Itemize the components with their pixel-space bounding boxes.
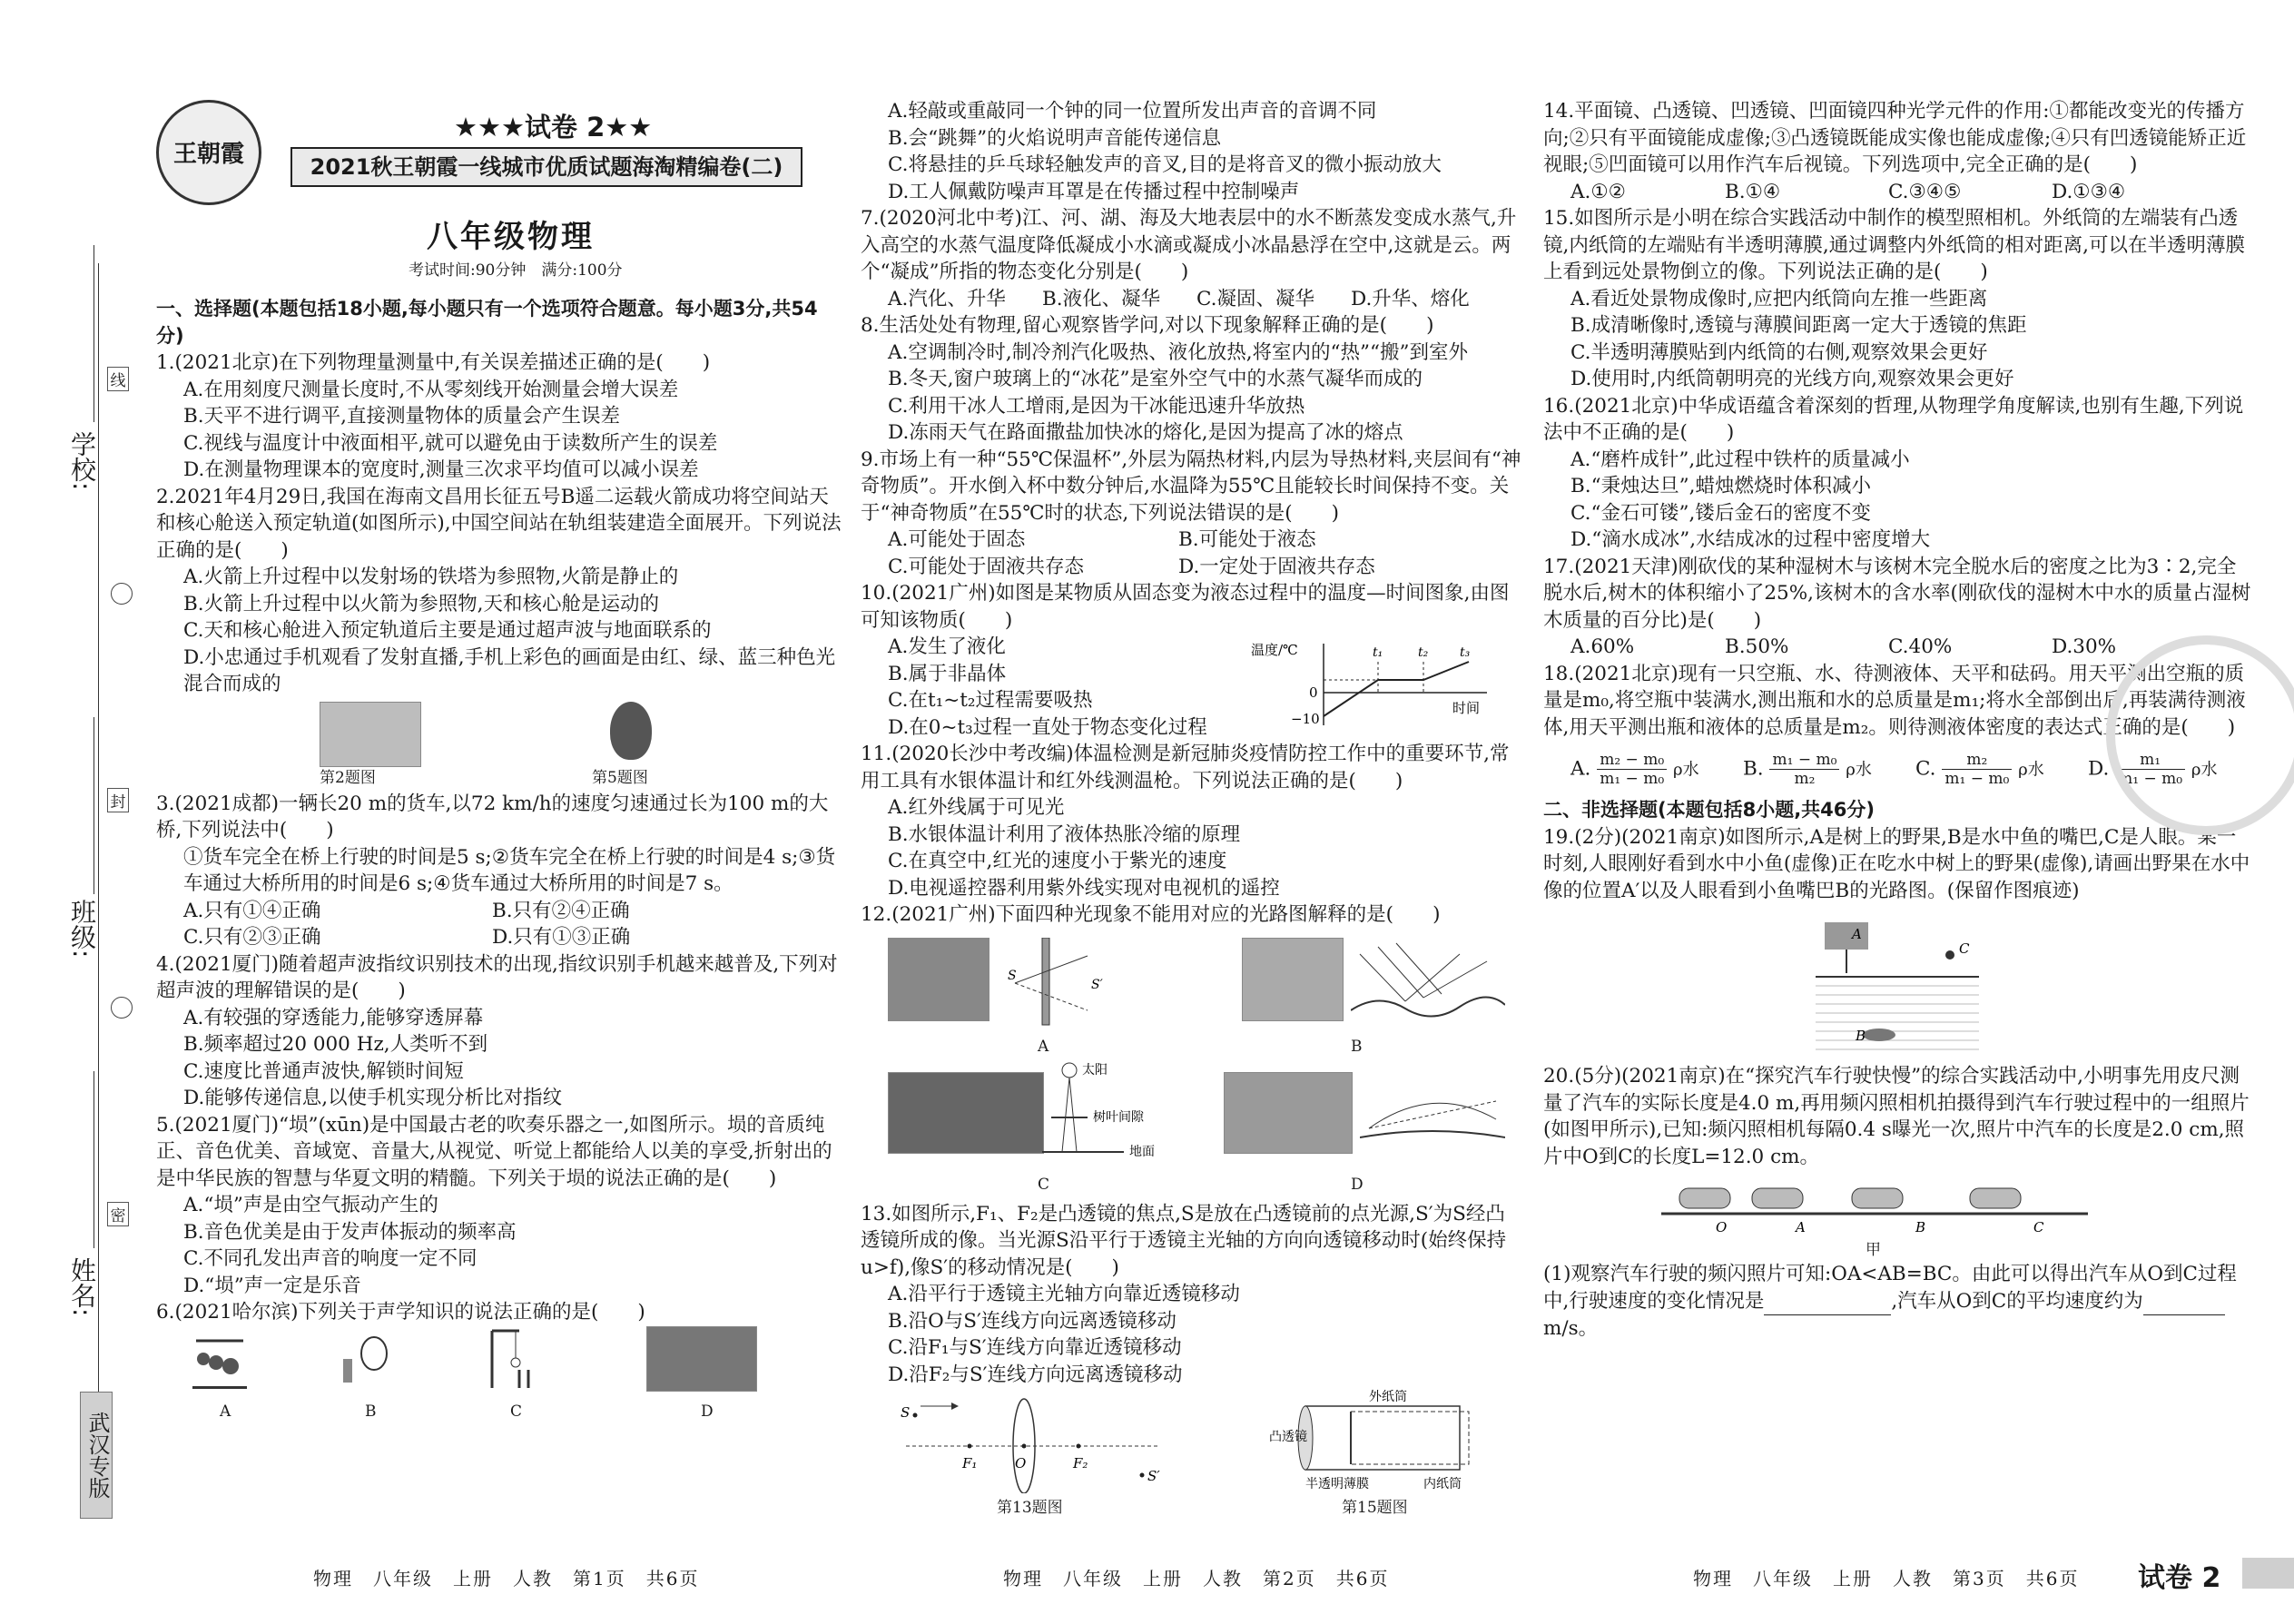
option-row [861,554,1523,581]
column-2 [861,98,1523,1515]
figure-caption: 第13题图 [997,1499,1063,1517]
section-heading: 二、非选择题(本题包括8小题,共46分) [1543,799,1876,821]
figure-caption: 第2题图 [320,768,376,787]
mirage-ray-diagram [1360,1074,1505,1147]
graph-minus10: −10 [1291,711,1320,727]
glass-building-photo [1242,938,1344,1021]
option[interactable]: C.天和核心舱进入预定轨道后主要是通过超声波与地面联系的 [183,619,712,642]
class-label: 班级: [67,899,97,959]
lens-label-s-prime: S′ [1147,1468,1160,1484]
option[interactable]: D.沿F₂与S′连线方向远离透镜移动 [888,1363,1183,1386]
option[interactable]: B.液化、凝华 [1042,287,1161,310]
fig-label-b: B [1856,1028,1866,1044]
option[interactable]: B.沿O与S′连线方向远离透镜移动 [888,1309,1177,1333]
lens-label-s: S [901,1404,911,1421]
option[interactable]: A.看近处景物成像时,应把内纸筒向左推一些距离 [1570,287,1988,310]
lens-label-f2: F₂ [1073,1455,1088,1471]
page-footer: 物理 八年级 上册 人教 第1页 共6页 [313,1568,700,1590]
question-stem: 20.(5分)(2021南京)在“探究汽车行驶快慢”的综合实践活动中,小明事先用皮尺测量了汽车的实际长度是4.0 m,再用频闪照相机拍摄得到汽车行驶过程中的一组照片(如图甲所示),已知:频闪照相机每隔0.4 s曝光一次,照片中汽车的长度是2.0 cm,照片中O到C的长度L=12.0 cm。 [1543,1065,2250,1168]
question-stem: 3.(2021成都)一辆长20 m的货车,以72 km/h的速度匀速通过长为100 m的大桥,下列说法中( ) [156,792,829,842]
worker-earmuff-photo [646,1326,757,1392]
sun-label: 太阳 [1082,1062,1108,1078]
option[interactable]: C.半透明薄膜贴到内纸筒的右侧,观察效果会更好 [1570,340,1988,364]
figure-label: D [701,1402,714,1421]
question-stem: 5.(2021厦门)“埙”(xūn)是中国最古老的吹奏乐器之一,如图所示。埙的音质纯正、音色优美、音域宽、音量大,从视觉、听觉上都能给人以美的享受,折射出的是中华民族的智慧与华夏文明的精髓。下列关于埙的说法正确的是( ) [156,1113,832,1190]
tuning-fork-figure [483,1326,537,1390]
binding-hole [111,583,133,605]
option[interactable]: B.音色优美是由于发声体振动的频率高 [183,1220,517,1244]
option[interactable]: A.①② [1570,180,1626,203]
fig-label-a: A [1852,926,1862,942]
option[interactable]: C.可能处于固液共存态 [888,555,1085,578]
binding-sidebar [0,0,126,1624]
option[interactable]: B.可能处于液态 [1178,528,1316,551]
graph-t1: t₁ [1373,645,1383,660]
option[interactable]: B.属于非晶体 [888,662,1007,685]
option[interactable]: A.沿平行于透镜主光轴方向靠近透镜移动 [888,1283,1240,1305]
q10-block [861,580,1523,741]
seal-mark-secret: 密 [107,1202,129,1226]
option[interactable]: A.红外线属于可见光 [888,796,1065,819]
option[interactable]: A.火箭上升过程中以发射场的铁塔为参照物,火箭是静止的 [183,566,679,588]
question-stem: 15.如图所示是小明在综合实践活动中制作的模型照相机。外纸筒的左端装有凸透镜,内纸筒的左端贴有半透明薄膜,通过调整内外纸筒的相对距离,可以在半透明薄膜上看到远处景物倒立的像。下列说法正确的是( ) [1543,207,2246,283]
lens-label-o: O [1015,1455,1027,1471]
strobe-photo-diagram [1661,1176,2088,1234]
mirror-reflection-photo [888,938,989,1021]
convex-lens-diagram [897,1393,1169,1493]
option[interactable]: B.成清晰像时,透镜与薄膜间距离一定大于透镜的焦距 [1570,314,2027,337]
edition-badge: 武汉专版 [80,1392,113,1519]
option[interactable]: B.天平不进行调平,直接测量物体的质量会产生误差 [183,405,620,428]
option[interactable]: A. $\frac{\text{m₂ − m₀}}{\text{m₁ − m₀}}$ ρ水 [1570,750,1699,788]
option[interactable]: A.“磨杵成针”,此过程中铁杵的质量减小 [1570,448,1910,471]
option[interactable]: D.一定处于固液共存态 [1178,555,1375,578]
rocket-launch-photo [320,702,421,767]
question-stem: 4.(2021厦门)随着超声波指纹识别技术的出现,指纹识别手机越来越普及,下列对超声波的理解错误的是( ) [156,952,838,1002]
model-camera-diagram [1269,1388,1505,1501]
option[interactable]: D.“埙”声一定是乐音 [183,1274,361,1297]
camera-label-inner: 内纸筒 [1423,1477,1462,1491]
option[interactable]: D.在0~t₃过程一直处于物态变化过程 [888,715,1207,739]
graph-t2: t₂ [1418,645,1429,660]
figure-label: A [1038,1037,1049,1056]
figure-label: D [1351,1175,1364,1194]
question-stem: 6.(2021哈尔滨)下列关于声学知识的说法正确的是( ) [156,1301,645,1324]
question-stem: 7.(2020河北中考)江、河、湖、海及大地表层中的水不断蒸发变成水蒸气,升入高空的水蒸气温度降低凝成小水滴或凝成小冰晶悬浮在空中,这就是云。两个“凝成”所指的物态变化分别是( ) [861,207,1517,283]
option[interactable]: C.速度比普通声波快,解锁时间短 [183,1059,464,1083]
option[interactable]: D.工人佩戴防噪声耳罩是在传播过程中控制噪声 [888,180,1300,203]
answer-blank[interactable] [2143,1288,2225,1316]
question-subpart: (1)观察汽车行驶的频闪照片可知:OA<AB=BC。由此可以得出汽车从O到C过程中,行驶速度的变化情况是 ,汽车从O到C的平均速度约为 m/s。 [1543,1263,2237,1340]
exam-info: 考试时间:90分钟 满分:100分 [409,261,623,280]
question-stem: 16.(2021北京)中华成语蕴含着深刻的哲理,从物理学角度解读,也别有生趣,下列说法中不正确的是( ) [1543,394,2244,444]
question-body: ①货车完全在桥上行驶的时间是5 s;②货车完全在桥上行驶的时间是4 s;③货车通过大桥所用的时间是6 s;④货车通过大桥所用的时间是7 s。 [183,845,836,895]
question-stem: 9.市场上有一种“55℃保温杯”,外层为隔热材料,内层为导热材料,夹层间有“神奇物质”。开水倒入杯中数分钟后,水温降为55℃且能较长时间保持不变。关于“神奇物质”在55℃时的状态,下列说法错误的是( ) [861,448,1521,525]
mirror-ray-diagram [997,938,1133,1029]
question-stem: 13.如图所示,F₁、F₂是凸透镜的焦点,S是放在凸透镜前的点光源,S′为S经凸透镜所成的像。当光源S沿平行于透镜主光轴的方向向透镜移动时(始终保持u>f),像S′的移动情况是( ) [861,1202,1507,1279]
option[interactable]: D.升华、熔化 [1351,287,1470,310]
option[interactable]: D. $\frac{\text{m₁}}{\text{m₁ − m₀}}$ ρ水 [2088,750,2218,788]
gap-label: 树叶间隙 [1093,1109,1144,1125]
figure-label: B [365,1402,377,1421]
diagram-label-s: S [1008,968,1017,983]
mirage-city-photo [1224,1072,1353,1154]
ground-label: 地面 [1129,1144,1155,1159]
option[interactable]: B. $\frac{\text{m₁ − m₀}}{\text{m₂}}$ ρ水 [1743,750,1872,788]
answer-blank[interactable] [1764,1288,1891,1316]
figure-label: C [1038,1175,1050,1194]
question-stem: 2.2021年4月29日,我国在海南文昌用长征五号B遥二运载火箭成功将空间站天和核心舱送入预定轨道(如图所示),中国空间站在轨组装建造全面展开。下列说法正确的是( ) [156,485,842,562]
option[interactable]: A.“埙”声是由空气振动产生的 [183,1194,438,1216]
question-stem: 1.(2021北京)在下列物理量测量中,有关误差描述正确的是( ) [156,351,711,374]
point-o: O [1716,1219,1728,1234]
name-label: 姓名: [67,1257,97,1317]
option[interactable]: B.只有②④正确 [492,899,630,922]
corner-stripe [2242,1558,2294,1589]
question-stem: 14.平面镜、凸透镜、凹透镜、凹面镜四种光学元件的作用:①都能改变光的传播方向;②只有平面镜能成虚像;③凸透镜既能成实像也能成虚像;④只有凹透镜能矫正近视眼;⑤凹面镜可以用作汽车后视镜。下列选项中,完全正确的是( ) [1543,100,2247,176]
option[interactable]: C.利用干冰人工增雨,是因为干冰能迅速升华放热 [888,394,1305,418]
seal-mark-line: 线 [107,367,129,391]
option[interactable]: C.40% [1888,635,1953,658]
option[interactable]: D.30% [2052,635,2117,658]
camera-label-film: 半透明薄膜 [1305,1477,1369,1491]
option[interactable]: C. $\frac{\text{m₂}}{\text{m₁ − m₀}}$ ρ水 [1915,750,2044,788]
camera-label-outer: 外纸筒 [1369,1390,1407,1404]
option[interactable]: A.轻敲或重敲同一个钟的同一位置所发出声音的音调不同 [888,100,1377,123]
q20-figure [1543,1170,2251,1261]
question-stem: 18.(2021北京)现有一只空瓶、水、待测液体、天平和砝码。用天平测出空瓶的质量是m₀,将空瓶中装满水,测出瓶和水的总质量是m₁;将水全部倒出后,再装满待测液体,用天平测出瓶和液体的总质量是m₂。则待测液体密度的表达式正确的是( ) [1543,662,2246,739]
binding-hole [111,997,133,1019]
flame-speaker-figure [338,1332,392,1386]
lens-label-f1: F₁ [962,1455,978,1471]
option[interactable]: A.在用刻度尺测量长度时,不从零刻线开始测量会增大误差 [183,378,679,401]
option[interactable]: C.“金石可镂”,镂后金石的密度不变 [1570,501,1871,525]
figure-caption: 第5题图 [592,768,648,787]
figure-caption: 第15题图 [1342,1499,1408,1517]
point-c: C [2033,1219,2044,1234]
xun-instrument-photo [610,702,652,760]
option-row [156,924,844,951]
option[interactable]: D.使用时,内纸筒朝明亮的光线方向,观察效果会更好 [1570,368,2014,390]
publisher-logo: 王朝霞 [156,100,261,205]
option-row [1543,179,2251,206]
page-footer: 物理 八年级 上册 人教 第2页 共6页 [1003,1568,1390,1590]
option[interactable]: C.将悬挂的乒乓球轻触发声的音叉,目的是将音叉的微小振动放大 [888,153,1442,176]
option[interactable]: C.凝固、凝华 [1196,287,1315,310]
question-stem: 8.生活处处有物理,留心观察皆学问,对以下现象解释正确的是( ) [861,314,1434,337]
chime-bells-figure [192,1332,247,1389]
seal-mark-seal: 封 [107,788,129,812]
option[interactable]: C.在t₁~t₂过程需要吸热 [888,689,1093,712]
option[interactable]: B.①④ [1725,180,1781,203]
option-row [861,286,1523,313]
subject-title: 八年级物理 [427,219,595,255]
column-1 [156,296,844,1424]
graph-t3: t₃ [1460,645,1471,660]
option-row [861,527,1523,554]
figure-label: B [1351,1037,1363,1056]
option[interactable]: D.只有①③正确 [492,926,631,949]
diagram-label-s-prime: S′ [1091,977,1103,992]
fish-tree-diagram [1816,919,1979,1055]
option[interactable]: A.汽化、升华 [888,287,1006,310]
option[interactable]: A.只有①④正确 [183,899,321,922]
section-heading: 一、选择题(本题包括18小题,每小题只有一个选项符合题意。每小题3分,共54分) [156,298,818,347]
question-stem: 11.(2020长沙中考改编)体温检测是新冠肺炎疫情防控工作中的重要环节,常用工具有水银体温计和红外线测温枪。下列说法正确的是( ) [861,743,1510,792]
question-stem: 19.(2分)(2021南京)如图所示,A是树上的野果,B是水中鱼的嘴巴,C是人眼。某一时刻,人眼刚好看到水中小鱼(虚像)正在吃水中树上的野果(虚像),请画出野果在水中像的位置A′以及人眼看到小鱼嘴巴B的光路图。(保留作图痕迹) [1543,825,2250,902]
corner-tag: 试卷 2 [2138,1562,2221,1594]
option[interactable]: C.沿F₁与S′连线方向靠近透镜移动 [888,1336,1182,1359]
option[interactable]: C.只有②③正确 [183,926,321,949]
school-label: 学校: [67,431,97,491]
option[interactable]: A.可能处于固态 [888,528,1026,551]
figure-label: A [220,1402,231,1421]
option[interactable]: D.在测量物理课本的宽度时,测量三次求平均值可以减小误差 [183,458,699,481]
diffuse-reflection-diagram [1351,938,1505,1029]
option[interactable]: A.空调制冷时,制冷剂汽化吸热、液化放热,将室内的“热”“搬”到室外 [888,340,1468,364]
figure-label: C [510,1402,523,1421]
point-b: B [1915,1219,1926,1234]
pinhole-diagram [1042,1061,1196,1159]
option[interactable]: C.视线与温度计中液面相平,就可以避免由于读数所产生的误差 [183,431,718,455]
option-row [156,898,844,925]
light-spots-photo [888,1072,1044,1154]
question-stem: 12.(2021广州)下面四种光现象不能用对应的光路图解释的是( ) [861,903,1441,926]
option[interactable]: C.在真空中,红光的速度小于紫光的速度 [888,850,1227,872]
page-footer: 物理 八年级 上册 人教 第3页 共6页 [1693,1568,2080,1590]
graph-xlabel: 时间 [1452,700,1481,716]
graph-ylabel: 温度/℃ [1251,642,1298,658]
point-a: A [1796,1219,1806,1234]
fig-label-c: C [1959,940,1970,957]
q19-figure-area [1543,904,2251,1063]
option[interactable]: A.发生了液化 [888,635,1006,658]
camera-label-lens: 凸透镜 [1269,1430,1307,1444]
option[interactable]: D.①③④ [2052,180,2126,203]
q6-figures [156,1326,844,1424]
option[interactable]: D.电视遥控器利用紫外线实现对电视机的遥控 [888,876,1280,900]
option[interactable]: C.不同孔发出声音的响度一定不同 [183,1247,478,1270]
series-title: 2021秋王朝霞一线城市优质试题海淘精编卷(二) [290,147,802,187]
question-stem: 10.(2021广州)如图是某物质从固态变为液态过程中的温度—时间图象,由图可知该物质( ) [861,582,1510,632]
temperature-time-graph [1251,635,1496,734]
option[interactable]: A.60% [1570,635,1635,658]
option[interactable]: C.③④⑤ [1888,180,1962,203]
option[interactable]: B.水银体温计利用了液体热胀冷缩的原理 [888,822,1241,846]
graph-zero: 0 [1309,684,1318,701]
option[interactable]: A.有较强的穿透能力,能够穿透屏幕 [183,1006,484,1029]
question-stem: 17.(2021天津)刚砍伐的某种湿树木与该树木完全脱水后的密度之比为3∶2,完全脱水后,树木的体积缩小了25%,该树木的含水率(刚砍伐的湿树木中水的质量占湿树木质量的百分比)是( ) [1543,555,2251,632]
option[interactable]: B.火箭上升过程中以火箭为参照物,天和核心舱是运动的 [183,592,659,615]
watermark-seal [2106,635,2294,835]
option[interactable]: B.频率超过20 000 Hz,人类听不到 [183,1033,488,1056]
figure-row [156,702,844,787]
option[interactable]: B.冬天,窗户玻璃上的“冰花”是室外空气中的水蒸气凝华而成的 [888,368,1423,390]
paper-tag: ★★★试卷 2★★ [454,112,653,143]
q12-figures [861,929,1523,1201]
option[interactable]: B.“秉烛达旦”,蜡烛燃烧时体积减小 [1570,475,1871,497]
option[interactable]: B.会“跳舞”的火焰说明声音能传递信息 [888,126,1222,150]
q13-15-figures [861,1388,1523,1515]
option[interactable]: D.能够传递信息,以使手机实现分析比对指纹 [183,1087,563,1109]
option[interactable]: D.小忠通过手机观看了发射直播,手机上彩色的画面是由红、绿、蓝三种色光混合而成的 [183,645,836,695]
option[interactable]: B.50% [1725,635,1789,658]
option[interactable]: D.“滴水成冰”,水结成冰的过程中密度增大 [1570,528,1931,551]
option[interactable]: D.冻雨天气在路面撒盐加快冰的熔化,是因为提高了冰的熔点 [888,421,1403,444]
figure-caption: 甲 [1866,1241,1881,1259]
